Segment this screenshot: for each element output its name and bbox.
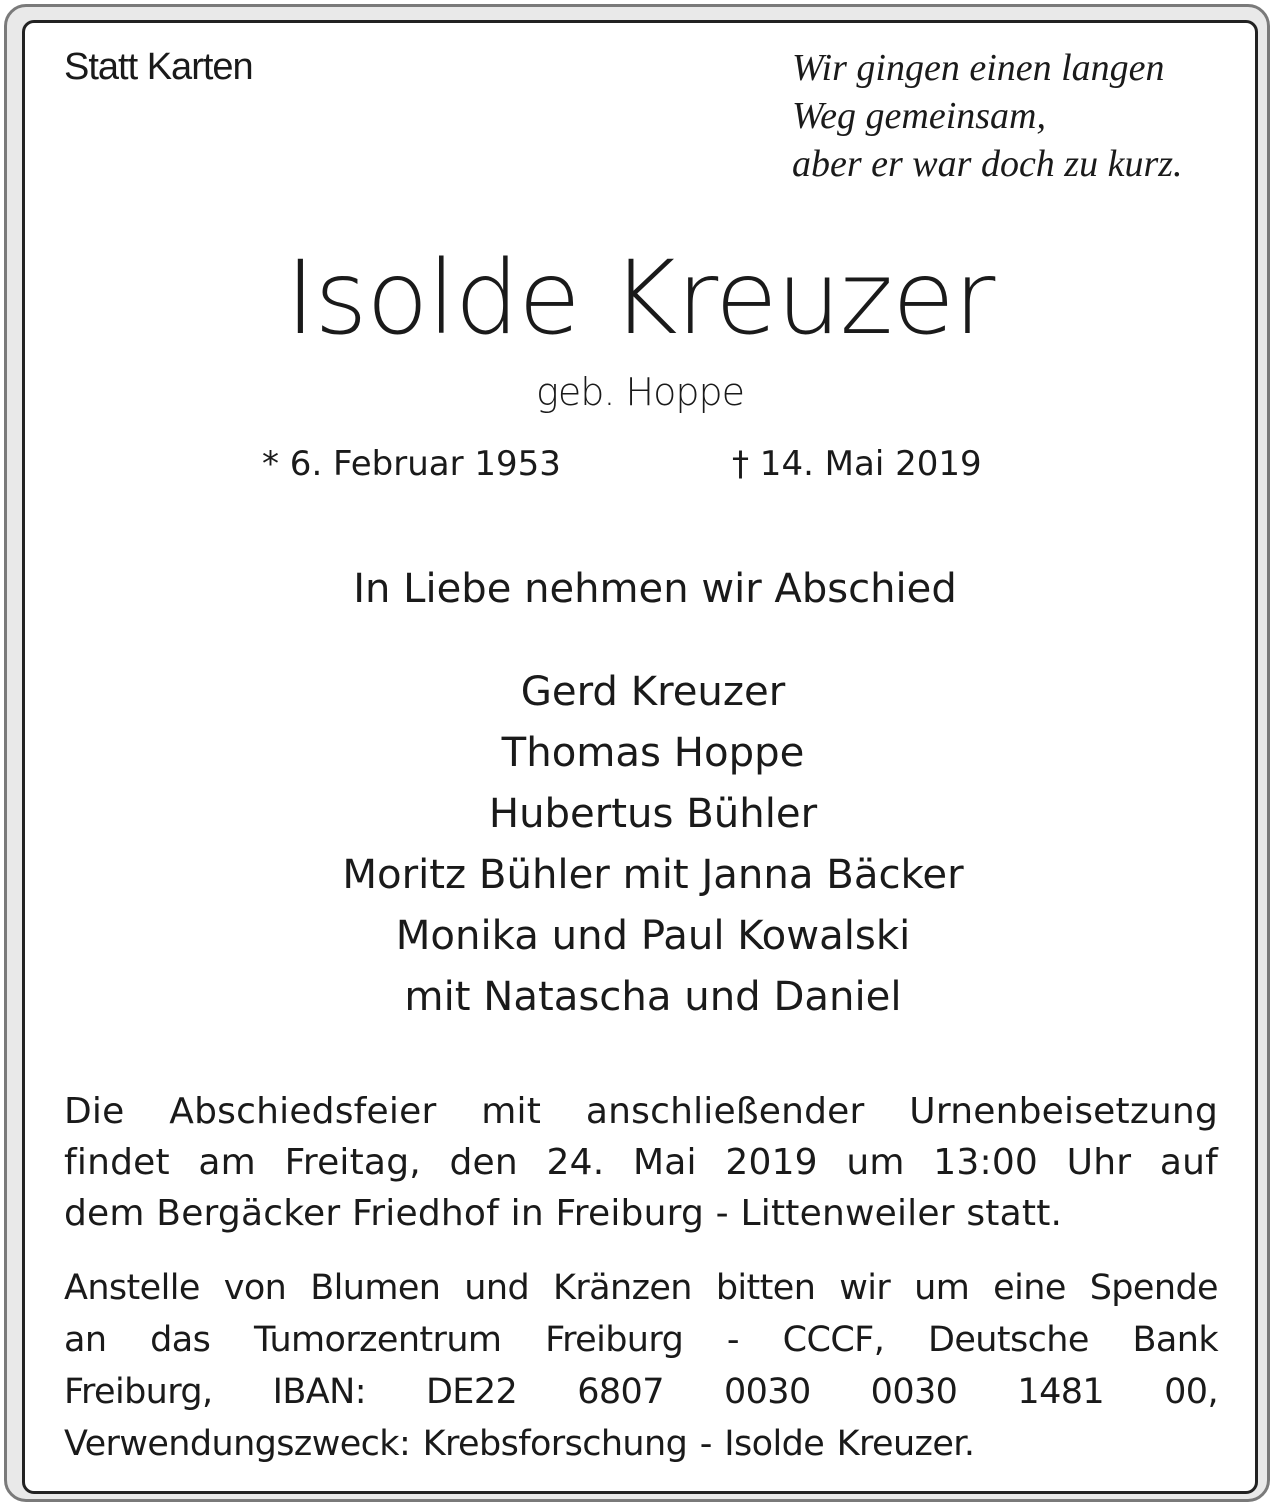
donation-line: Anstelle von Blumen und Kränzen bitten wir um eine Spende bbox=[64, 1268, 1218, 1308]
donation-paragraph bbox=[64, 1262, 1218, 1470]
donation-line: Freiburg, IBAN: DE22 6807 0030 0030 1481 00, bbox=[64, 1372, 1218, 1412]
mourners-list bbox=[0, 662, 1280, 1028]
motto-line: aber er war doch zu kurz. bbox=[792, 143, 1183, 185]
donation-line: Verwendungszweck: Krebsforschung - Isolde Kreuzer. bbox=[64, 1424, 975, 1464]
mourner-name: Monika und Paul Kowalski bbox=[395, 913, 911, 959]
death-date: † 14. Mai 2019 bbox=[732, 444, 982, 484]
ceremony-line: findet am Freitag, den 24. Mai 2019 um 13:00 Uhr auf bbox=[64, 1142, 1218, 1183]
birth-date: * 6. Februar 1953 bbox=[262, 444, 561, 484]
ceremony-line: Die Abschiedsfeier mit anschließender Urnenbeisetzung bbox=[64, 1091, 1218, 1132]
ceremony-paragraph bbox=[64, 1086, 1218, 1239]
mourner-name: Moritz Bühler mit Janna Bäcker bbox=[342, 852, 964, 898]
deceased-name: Isolde Kreuzer bbox=[285, 239, 995, 357]
mourner-name: Gerd Kreuzer bbox=[520, 669, 786, 715]
ceremony-line: dem Bergäcker Friedhof in Freiburg - Littenweiler statt. bbox=[64, 1193, 1063, 1234]
mourner-name: Thomas Hoppe bbox=[501, 730, 805, 776]
motto-quote bbox=[792, 44, 1183, 188]
mourner-name: Hubertus Bühler bbox=[488, 791, 818, 837]
birth-name: geb. Hoppe bbox=[536, 370, 744, 414]
motto-line: Weg gemeinsam, bbox=[792, 95, 1046, 137]
donation-line: an das Tumorzentrum Freiburg - CCCF, Deutsche Bank bbox=[64, 1320, 1218, 1360]
farewell-text: In Liebe nehmen wir Abschied bbox=[353, 566, 957, 612]
motto-line: Wir gingen einen langen bbox=[792, 47, 1165, 89]
header-statt-karten: Statt Karten bbox=[64, 46, 253, 88]
mourner-name: mit Natascha und Daniel bbox=[404, 974, 902, 1020]
